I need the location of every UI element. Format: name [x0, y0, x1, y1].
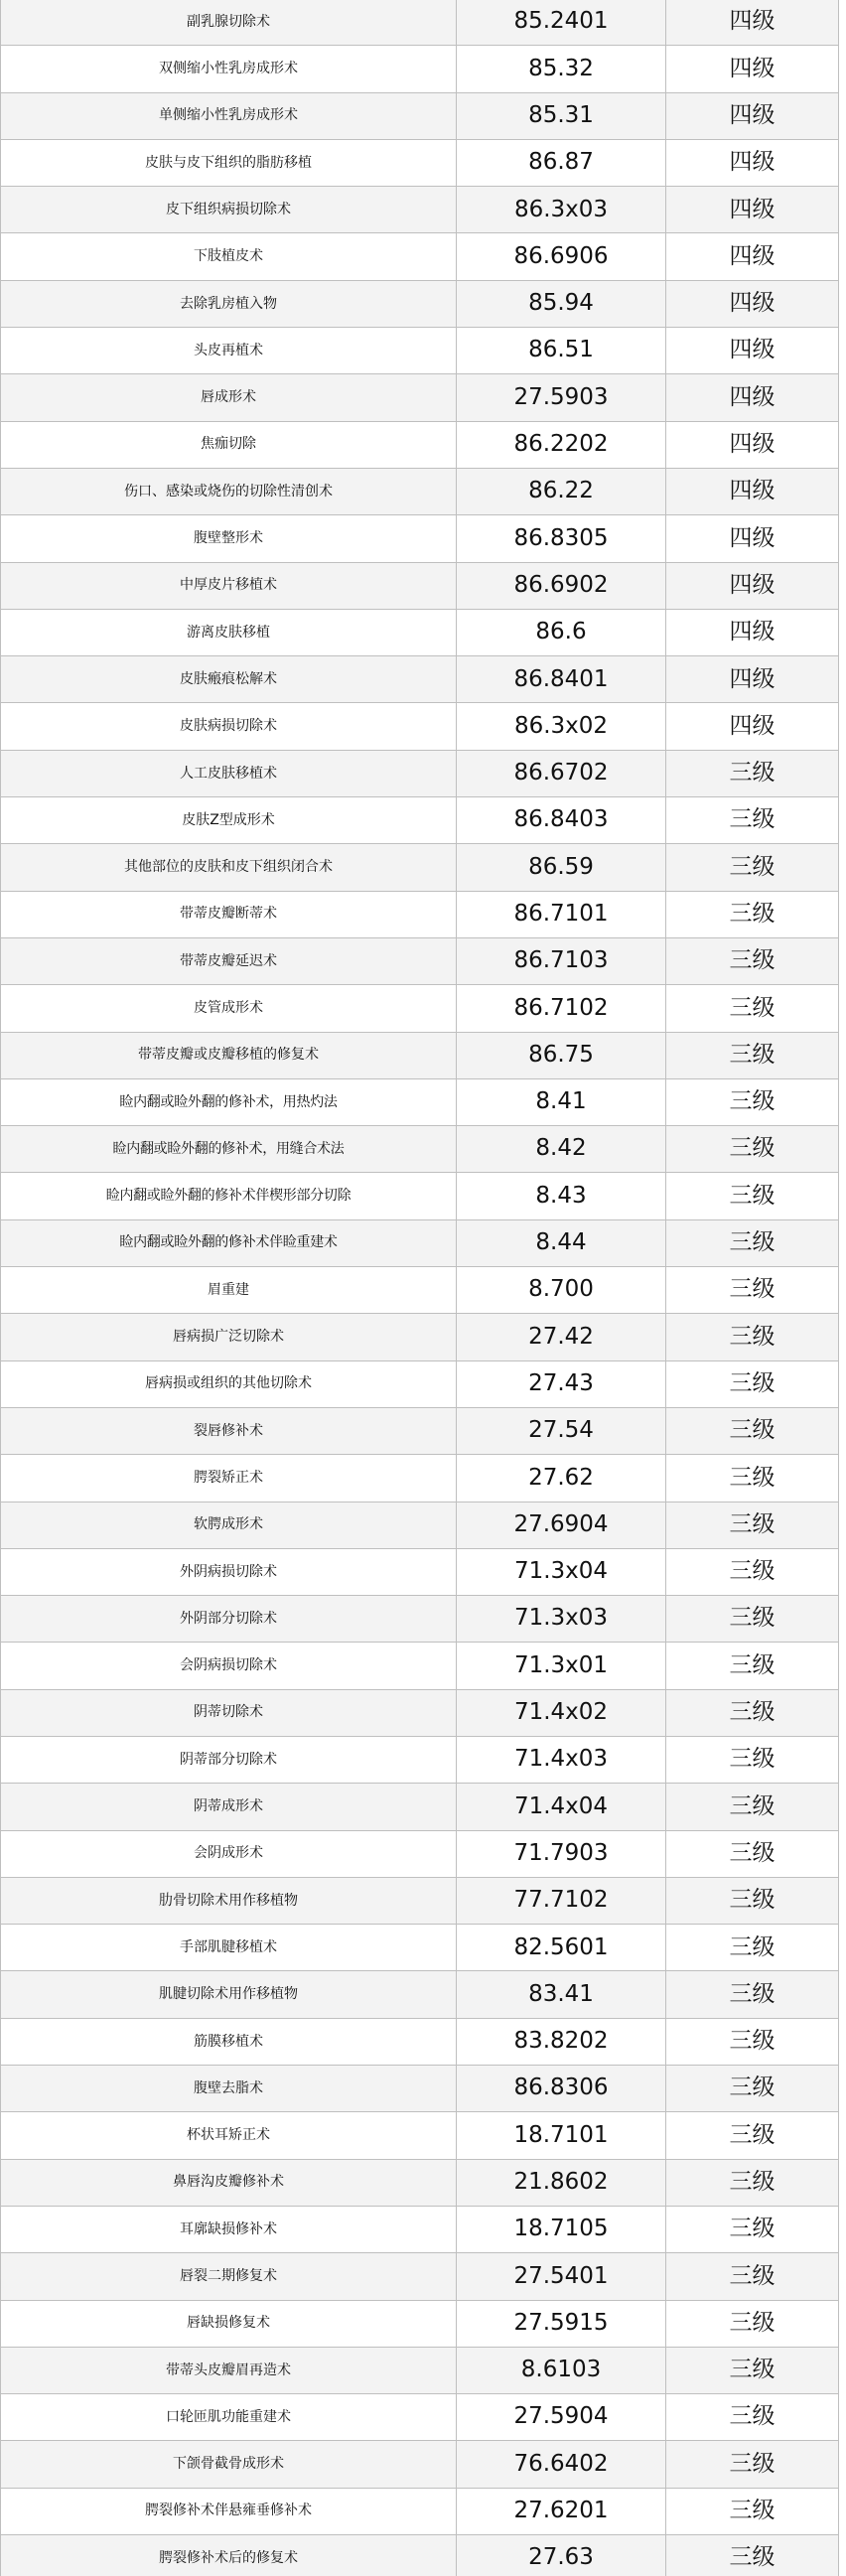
table-row: [1, 1173, 839, 1219]
procedure-code-cell: 86.6: [457, 609, 666, 655]
procedure-name-cell: 唇成形术: [1, 374, 457, 421]
table-row: [1, 656, 839, 703]
procedure-grade-cell: 三级: [666, 2159, 839, 2206]
table-row: [1, 2347, 839, 2393]
procedure-name-cell: 睑内翻或睑外翻的修补术伴睑重建术: [1, 1219, 457, 1266]
procedure-grade-cell: 三级: [666, 1173, 839, 1219]
procedure-grade-cell: 四级: [666, 187, 839, 233]
procedure-name-cell: 头皮再植术: [1, 328, 457, 374]
table-row: [1, 1925, 839, 1971]
table-row: [1, 703, 839, 750]
procedure-name-cell: 皮管成形术: [1, 985, 457, 1032]
procedure-grade-cell: 四级: [666, 280, 839, 327]
table-row: [1, 374, 839, 421]
table-row: [1, 1971, 839, 2018]
table-row: [1, 139, 839, 186]
procedure-name-cell: 皮肤瘢痕松解术: [1, 656, 457, 703]
table-row: [1, 1126, 839, 1173]
procedure-grade-cell: 四级: [666, 139, 839, 186]
procedure-code-cell: 21.8602: [457, 2159, 666, 2206]
table-row: [1, 92, 839, 139]
procedure-code-cell: 83.8202: [457, 2018, 666, 2065]
procedure-name-cell: 游离皮肤移植: [1, 609, 457, 655]
table-row: [1, 1830, 839, 1877]
procedure-grade-cell: 四级: [666, 703, 839, 750]
table-row: [1, 1643, 839, 1689]
table-row: [1, 46, 839, 92]
table-row: [1, 328, 839, 374]
procedure-name-cell: 腭裂修补术伴悬雍垂修补术: [1, 2488, 457, 2534]
procedure-name-cell: 鼻唇沟皮瓣修补术: [1, 2159, 457, 2206]
procedure-code-cell: 86.51: [457, 328, 666, 374]
procedure-grade-cell: 三级: [666, 1126, 839, 1173]
procedure-code-cell: 27.43: [457, 1360, 666, 1407]
table-row: [1, 1407, 839, 1454]
table-row: [1, 421, 839, 468]
procedure-name-cell: 皮肤Z型成形术: [1, 797, 457, 844]
table-row: [1, 468, 839, 514]
procedure-grade-cell: 三级: [666, 2112, 839, 2159]
procedure-grade-cell: 四级: [666, 656, 839, 703]
procedure-name-cell: 睑内翻或睑外翻的修补术伴楔形部分切除: [1, 1173, 457, 1219]
table-row: [1, 2488, 839, 2534]
table-row: [1, 609, 839, 655]
table-row: [1, 1877, 839, 1924]
procedure-grade-cell: 三级: [666, 1643, 839, 1689]
procedure-name-cell: 唇裂二期修复术: [1, 2253, 457, 2300]
table-row: [1, 2112, 839, 2159]
procedure-grade-cell: 三级: [666, 937, 839, 984]
procedure-grade-cell: 三级: [666, 2347, 839, 2393]
procedure-grade-cell: 三级: [666, 1502, 839, 1548]
procedure-code-cell: 27.6904: [457, 1502, 666, 1548]
procedure-grade-cell: 三级: [666, 2394, 839, 2441]
table-row: [1, 1455, 839, 1502]
table-row: [1, 1736, 839, 1783]
procedure-grade-cell: 三级: [666, 1360, 839, 1407]
table-row: [1, 515, 839, 562]
procedure-code-cell: 86.7102: [457, 985, 666, 1032]
procedure-code-cell: 86.75: [457, 1032, 666, 1078]
table-row: [1, 797, 839, 844]
procedure-name-cell: 外阴病损切除术: [1, 1548, 457, 1595]
procedure-name-cell: 阴蒂成形术: [1, 1784, 457, 1830]
procedure-grade-cell: 三级: [666, 1596, 839, 1643]
procedure-grade-cell: 四级: [666, 46, 839, 92]
procedure-code-cell: 18.7101: [457, 2112, 666, 2159]
procedure-table-body: [1, 0, 839, 2576]
table-row: [1, 1360, 839, 1407]
table-row: [1, 2394, 839, 2441]
procedure-grade-cell: 四级: [666, 562, 839, 609]
procedure-code-cell: 27.5915: [457, 2300, 666, 2347]
procedure-grade-cell: 四级: [666, 515, 839, 562]
procedure-code-cell: 85.94: [457, 280, 666, 327]
procedure-name-cell: 会阴病损切除术: [1, 1643, 457, 1689]
table-row: [1, 1267, 839, 1314]
procedure-grade-cell: 三级: [666, 1736, 839, 1783]
procedure-code-cell: 86.6902: [457, 562, 666, 609]
procedure-name-cell: 耳廓缺损修补术: [1, 2206, 457, 2252]
procedure-code-cell: 27.6201: [457, 2488, 666, 2534]
table-row: [1, 1314, 839, 1360]
procedure-grade-cell: 四级: [666, 0, 839, 46]
procedure-grade-cell: 三级: [666, 1267, 839, 1314]
procedure-code-cell: 18.7105: [457, 2206, 666, 2252]
procedure-name-cell: 双侧缩小性乳房成形术: [1, 46, 457, 92]
procedure-code-cell: 86.59: [457, 844, 666, 891]
procedure-grade-cell: 三级: [666, 1032, 839, 1078]
table-row: [1, 891, 839, 937]
procedure-name-cell: 睑内翻或睑外翻的修补术，用热灼法: [1, 1078, 457, 1125]
procedure-code-cell: 85.2401: [457, 0, 666, 46]
procedure-code-cell: 27.62: [457, 1455, 666, 1502]
procedure-grade-cell: 四级: [666, 468, 839, 514]
procedure-name-cell: 肋骨切除术用作移植物: [1, 1877, 457, 1924]
procedure-grade-cell: 三级: [666, 985, 839, 1032]
procedure-name-cell: 带蒂皮瓣延迟术: [1, 937, 457, 984]
procedure-code-cell: 27.63: [457, 2535, 666, 2576]
procedure-grade-cell: 三级: [666, 1784, 839, 1830]
procedure-grade-cell: 三级: [666, 2535, 839, 2576]
procedure-code-cell: 86.7101: [457, 891, 666, 937]
table-row: [1, 2300, 839, 2347]
procedure-name-cell: 中厚皮片移植术: [1, 562, 457, 609]
table-row: [1, 2066, 839, 2112]
procedure-name-cell: 唇病损广泛切除术: [1, 1314, 457, 1360]
procedure-name-cell: 唇病损或组织的其他切除术: [1, 1360, 457, 1407]
procedure-name-cell: 腹壁去脂术: [1, 2066, 457, 2112]
procedure-code-cell: 86.3x02: [457, 703, 666, 750]
procedure-grade-cell: 四级: [666, 421, 839, 468]
procedure-grade-cell: 三级: [666, 2066, 839, 2112]
table-row: [1, 233, 839, 280]
table-row: [1, 280, 839, 327]
procedure-grade-cell: 三级: [666, 1219, 839, 1266]
procedure-code-cell: 8.43: [457, 1173, 666, 1219]
table-row: [1, 562, 839, 609]
table-row: [1, 1784, 839, 1830]
procedure-name-cell: 睑内翻或睑外翻的修补术，用缝合术法: [1, 1126, 457, 1173]
table-row: [1, 1032, 839, 1078]
table-row: [1, 844, 839, 891]
procedure-grade-cell: 三级: [666, 1971, 839, 2018]
procedure-code-cell: 71.3x03: [457, 1596, 666, 1643]
procedure-name-cell: 伤口、感染或烧伤的切除性清创术: [1, 468, 457, 514]
procedure-code-cell: 86.8401: [457, 656, 666, 703]
procedure-name-cell: 会阴成形术: [1, 1830, 457, 1877]
procedure-grade-cell: 三级: [666, 891, 839, 937]
procedure-code-cell: 71.3x01: [457, 1643, 666, 1689]
procedure-grade-cell: 三级: [666, 1689, 839, 1736]
procedure-grade-cell: 四级: [666, 609, 839, 655]
procedure-code-cell: 76.6402: [457, 2441, 666, 2488]
procedure-name-cell: 软腭成形术: [1, 1502, 457, 1548]
procedure-grade-cell: 三级: [666, 750, 839, 796]
table-row: [1, 1689, 839, 1736]
procedure-code-cell: 86.7103: [457, 937, 666, 984]
procedure-grade-cell: 四级: [666, 92, 839, 139]
table-row: [1, 1502, 839, 1548]
procedure-code-cell: 82.5601: [457, 1925, 666, 1971]
procedure-grade-cell: 四级: [666, 374, 839, 421]
table-row: [1, 2441, 839, 2488]
procedure-name-cell: 腭裂修补术后的修复术: [1, 2535, 457, 2576]
procedure-name-cell: 下颌骨截骨成形术: [1, 2441, 457, 2488]
procedure-name-cell: 外阴部分切除术: [1, 1596, 457, 1643]
table-row: [1, 2535, 839, 2576]
procedure-grade-cell: 三级: [666, 1877, 839, 1924]
procedure-name-cell: 腹壁整形术: [1, 515, 457, 562]
procedure-name-cell: 口轮匝肌功能重建术: [1, 2394, 457, 2441]
procedure-name-cell: 去除乳房植入物: [1, 280, 457, 327]
table-row: [1, 2206, 839, 2252]
table-row: [1, 2018, 839, 2065]
procedure-name-cell: 皮肤与皮下组织的脂肪移植: [1, 139, 457, 186]
procedure-grade-cell: 三级: [666, 2018, 839, 2065]
procedure-grade-cell: 三级: [666, 2488, 839, 2534]
procedure-code-cell: 8.42: [457, 1126, 666, 1173]
table-row: [1, 1548, 839, 1595]
procedure-grade-cell: 三级: [666, 1455, 839, 1502]
procedure-grade-cell: 三级: [666, 1314, 839, 1360]
procedure-name-cell: 焦痂切除: [1, 421, 457, 468]
procedure-name-cell: 带蒂头皮瓣眉再造术: [1, 2347, 457, 2393]
procedure-code-cell: 86.87: [457, 139, 666, 186]
table-row: [1, 1596, 839, 1643]
procedure-grade-cell: 三级: [666, 844, 839, 891]
procedure-code-cell: 86.6702: [457, 750, 666, 796]
procedure-grade-cell: 三级: [666, 1407, 839, 1454]
procedure-code-cell: 86.8403: [457, 797, 666, 844]
procedure-code-cell: 8.44: [457, 1219, 666, 1266]
procedure-grade-cell: 三级: [666, 2253, 839, 2300]
procedure-code-cell: 8.6103: [457, 2347, 666, 2393]
procedure-name-cell: 其他部位的皮肤和皮下组织闭合术: [1, 844, 457, 891]
procedure-code-cell: 71.4x02: [457, 1689, 666, 1736]
table-row: [1, 0, 839, 46]
procedure-grade-cell: 四级: [666, 328, 839, 374]
procedure-grade-cell: 三级: [666, 1078, 839, 1125]
procedure-code-cell: 8.700: [457, 1267, 666, 1314]
procedure-code-cell: 27.42: [457, 1314, 666, 1360]
procedure-code-cell: 77.7102: [457, 1877, 666, 1924]
procedure-code-cell: 83.41: [457, 1971, 666, 2018]
table-row: [1, 937, 839, 984]
procedure-grade-cell: 三级: [666, 797, 839, 844]
procedure-code-cell: 27.5903: [457, 374, 666, 421]
procedure-name-cell: 下肢植皮术: [1, 233, 457, 280]
table-row: [1, 2159, 839, 2206]
table-row: [1, 2253, 839, 2300]
procedure-code-cell: 27.5904: [457, 2394, 666, 2441]
procedure-grade-cell: 四级: [666, 233, 839, 280]
procedure-code-cell: 85.31: [457, 92, 666, 139]
procedure-code-cell: 86.3x03: [457, 187, 666, 233]
procedure-name-cell: 腭裂矫正术: [1, 1455, 457, 1502]
table-row: [1, 985, 839, 1032]
procedure-name-cell: 阴蒂切除术: [1, 1689, 457, 1736]
procedure-code-cell: 86.8305: [457, 515, 666, 562]
procedure-code-cell: 71.3x04: [457, 1548, 666, 1595]
procedure-name-cell: 带蒂皮瓣或皮瓣移植的修复术: [1, 1032, 457, 1078]
procedure-name-cell: 皮肤病损切除术: [1, 703, 457, 750]
procedure-code-cell: 85.32: [457, 46, 666, 92]
procedure-code-cell: 86.6906: [457, 233, 666, 280]
procedure-code-cell: 71.7903: [457, 1830, 666, 1877]
procedure-name-cell: 阴蒂部分切除术: [1, 1736, 457, 1783]
procedure-name-cell: 裂唇修补术: [1, 1407, 457, 1454]
procedure-code-cell: 27.54: [457, 1407, 666, 1454]
procedure-code-cell: 86.2202: [457, 421, 666, 468]
procedure-name-cell: 唇缺损修复术: [1, 2300, 457, 2347]
procedure-name-cell: 肌腱切除术用作移植物: [1, 1971, 457, 2018]
procedure-name-cell: 人工皮肤移植术: [1, 750, 457, 796]
procedure-grade-cell: 三级: [666, 2441, 839, 2488]
procedure-grade-cell: 三级: [666, 2206, 839, 2252]
procedure-grade-cell: 三级: [666, 1830, 839, 1877]
procedure-name-cell: 筋膜移植术: [1, 2018, 457, 2065]
table-row: [1, 187, 839, 233]
procedure-grade-cell: 三级: [666, 2300, 839, 2347]
procedure-name-cell: 带蒂皮瓣断蒂术: [1, 891, 457, 937]
procedure-code-cell: 8.41: [457, 1078, 666, 1125]
procedure-name-cell: 眉重建: [1, 1267, 457, 1314]
procedure-grade-cell: 三级: [666, 1548, 839, 1595]
procedure-name-cell: 皮下组织病损切除术: [1, 187, 457, 233]
procedure-name-cell: 手部肌腱移植术: [1, 1925, 457, 1971]
procedure-name-cell: 杯状耳矫正术: [1, 2112, 457, 2159]
table-row: [1, 1078, 839, 1125]
procedure-code-cell: 27.5401: [457, 2253, 666, 2300]
procedure-code-cell: 71.4x03: [457, 1736, 666, 1783]
procedure-code-cell: 86.8306: [457, 2066, 666, 2112]
procedure-code-cell: 86.22: [457, 468, 666, 514]
procedure-name-cell: 副乳腺切除术: [1, 0, 457, 46]
procedure-code-cell: 71.4x04: [457, 1784, 666, 1830]
procedure-grade-cell: 三级: [666, 1925, 839, 1971]
table-row: [1, 750, 839, 796]
table-row: [1, 1219, 839, 1266]
procedure-name-cell: 单侧缩小性乳房成形术: [1, 92, 457, 139]
